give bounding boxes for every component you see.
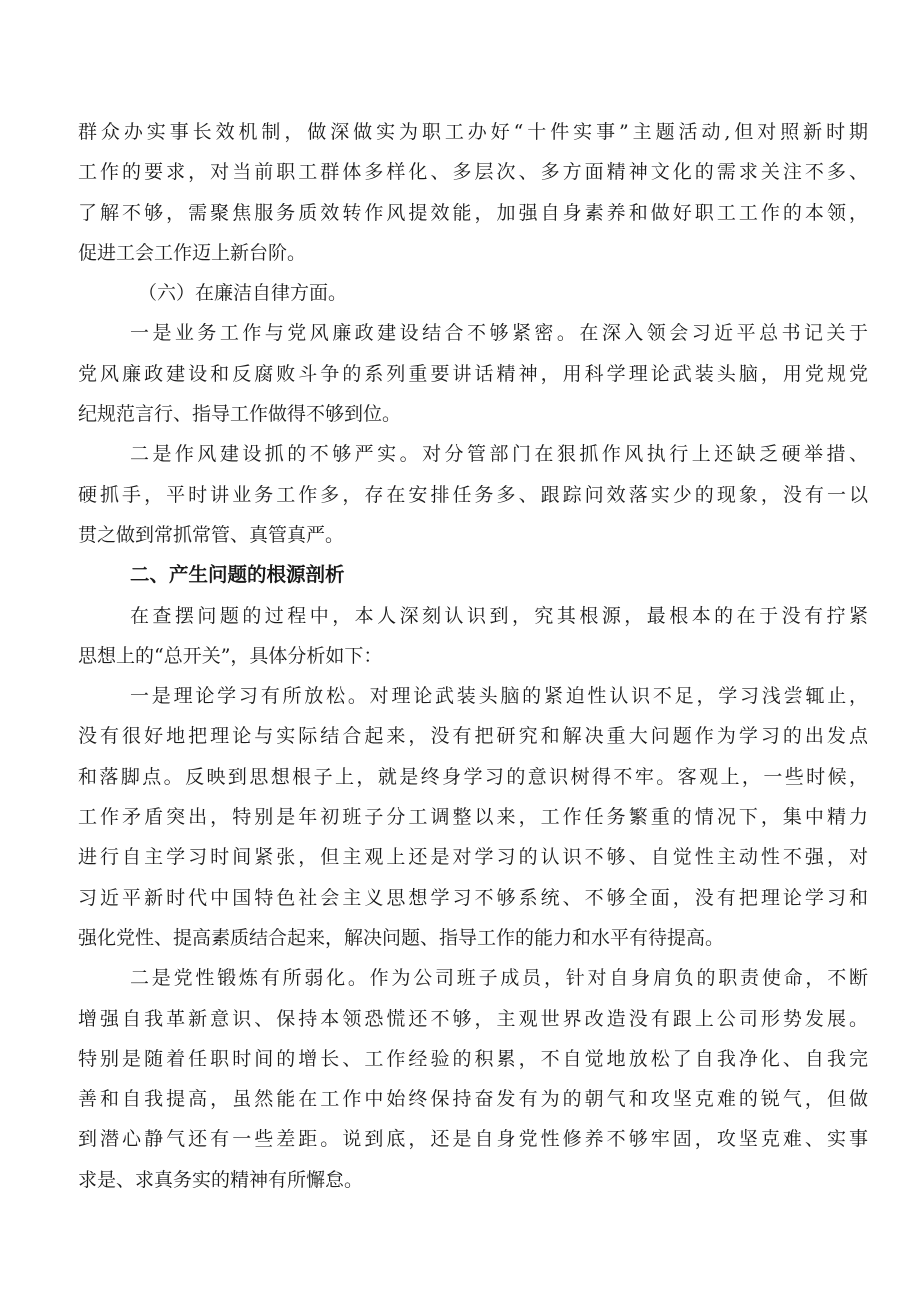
- text-line: 进行自主学习时间紧张，但主观上还是对学习的认识不够、自觉性主动性不强，对: [78, 846, 868, 869]
- text-line: 强化党性、提高素质结合起来，解决问题、指导工作的能力和水平有待提高。: [78, 926, 725, 949]
- text-line: 和落脚点。反映到思想根子上，就是终身学习的意识树得不牢。客观上，一些时候，: [78, 765, 868, 788]
- text-line: 纪规范言行、指导工作做得不够到位。: [78, 403, 402, 426]
- text-line: 一是业务工作与党风廉政建设结合不够紧密。在深入领会习近平总书记关于: [130, 322, 868, 345]
- section-heading: 二、产生问题的根源剖析: [130, 563, 345, 587]
- text-line: 硬抓手，平时讲业务工作多，存在安排任务多、跟踪问效落实少的现象，没有一以: [78, 483, 868, 506]
- text-line: （六）在廉洁自律方面。: [138, 282, 348, 305]
- text-line: 特别是随着任职时间的增长、工作经验的积累，不自觉地放松了自我净化、自我完: [78, 1047, 868, 1070]
- text-line: 了解不够，需聚焦服务质效转作风提效能，加强自身素养和做好职工工作的本领，: [78, 201, 868, 224]
- text-line: 二是党性锻炼有所弱化。作为公司班子成员，针对自身肩负的职责使命，不断: [130, 967, 868, 990]
- text-line: 没有很好地把理论与实际结合起来，没有把研究和解决重大问题作为学习的出发点: [78, 725, 868, 748]
- text-line: 促进工会工作迈上新台阶。: [78, 241, 307, 264]
- text-line: 思想上的“总开关”，具体分析如下：: [78, 644, 383, 667]
- text-line: 一是理论学习有所放松。对理论武装头脑的紧迫性认识不足，学习浅尝辄止，: [130, 685, 868, 708]
- text-line: 在查摆问题的过程中，本人深刻认识到，究其根源，最根本的在于没有拧紧: [130, 604, 868, 627]
- document-body: [78, 112, 868, 1200]
- text-line: 贯之做到常抓常管、真管真严。: [78, 523, 345, 546]
- text-line: 到潜心静气还有一些差距。说到底，还是自身党性修养不够牢固，攻坚克难、实事: [78, 1128, 868, 1151]
- text-line: 习近平新时代中国特色社会主义思想学习不够系统、不够全面，没有把理论学习和: [78, 886, 868, 909]
- text-line: 善和自我提高，虽然能在工作中始终保持奋发有为的朝气和攻坚克难的锐气，但做: [78, 1088, 868, 1111]
- text-line: 求是、求真务实的精神有所懈怠。: [78, 1168, 364, 1191]
- text-line: 工作矛盾突出，特别是年初班子分工调整以来，工作任务繁重的情况下，集中精力: [78, 806, 868, 829]
- text-line: 二是作风建设抓的不够严实。对分管部门在狠抓作风执行上还缺乏硬举措、: [130, 443, 868, 466]
- text-line: 工作的要求，对当前职工群体多样化、多层次、多方面精神文化的需求关注不多、: [78, 161, 868, 184]
- text-line: 党风廉政建设和反腐败斗争的系列重要讲话精神，用科学理论武装头脑，用党规党: [78, 362, 868, 385]
- text-line: 增强自我革新意识、保持本领恐慌还不够，主观世界改造没有跟上公司形势发展。: [78, 1007, 868, 1030]
- text-line: 群众办实事长效机制，做深做实为职工办好“十件实事”主题活动,但对照新时期: [78, 121, 868, 143]
